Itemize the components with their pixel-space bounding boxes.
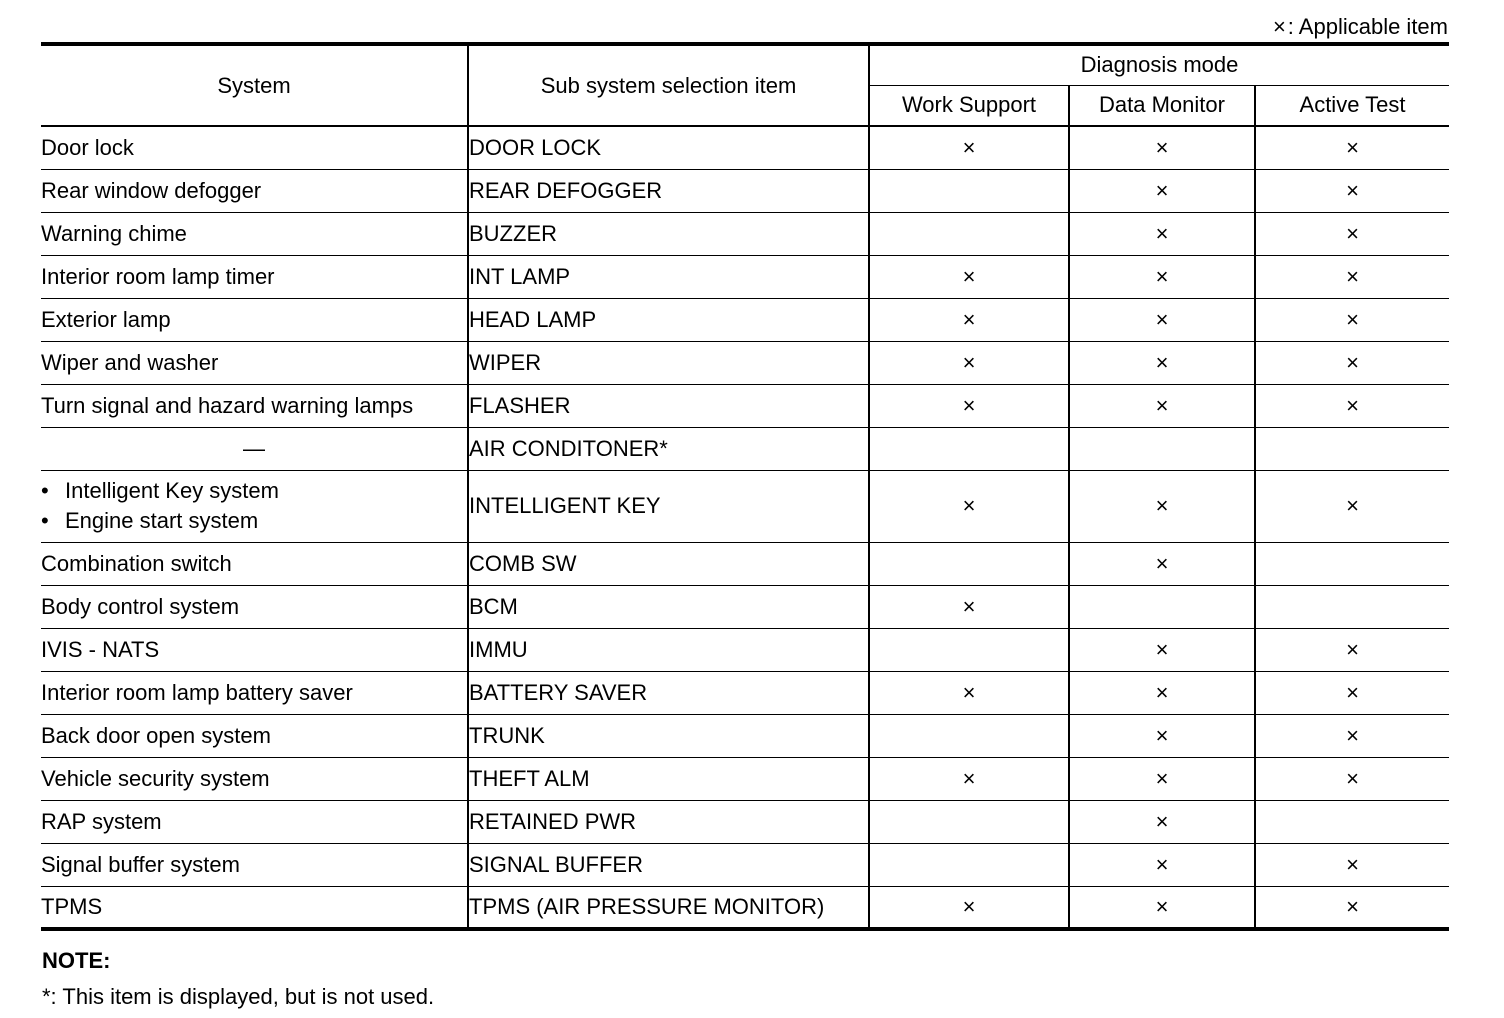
table-row: [41, 843, 1449, 886]
table-row: [41, 714, 1449, 757]
system-cell: Door lock: [41, 126, 468, 169]
active-test-cell: ×: [1255, 384, 1449, 427]
active-test-cell: ×: [1255, 886, 1449, 929]
active-test-cell: ×: [1255, 671, 1449, 714]
active-test-cell: [1255, 542, 1449, 585]
table-row: [41, 341, 1449, 384]
system-cell: [41, 470, 468, 542]
work-support-cell: [869, 843, 1069, 886]
work-support-cell: ×: [869, 585, 1069, 628]
table-row: [41, 671, 1449, 714]
system-bullet-item: [41, 476, 467, 506]
table-row: [41, 255, 1449, 298]
sub-system-cell: FLASHER: [468, 384, 869, 427]
system-cell: Vehicle security system: [41, 757, 468, 800]
diagnosis-mode-table: [41, 42, 1449, 931]
system-cell: Signal buffer system: [41, 843, 468, 886]
system-cell: Back door open system: [41, 714, 468, 757]
system-cell: TPMS: [41, 886, 468, 929]
table-row: [41, 212, 1449, 255]
work-support-cell: [869, 714, 1069, 757]
table-row: [41, 585, 1449, 628]
legend-text: : Applicable item: [1287, 14, 1448, 39]
active-test-cell: ×: [1255, 298, 1449, 341]
table-header: [41, 44, 1449, 126]
sub-system-cell: BUZZER: [468, 212, 869, 255]
system-cell: Body control system: [41, 585, 468, 628]
sub-system-cell: BATTERY SAVER: [468, 671, 869, 714]
active-test-cell: ×: [1255, 212, 1449, 255]
sub-system-cell: HEAD LAMP: [468, 298, 869, 341]
sub-system-cell: TRUNK: [468, 714, 869, 757]
work-support-cell: [869, 800, 1069, 843]
active-test-cell: ×: [1255, 126, 1449, 169]
table-row: [41, 126, 1449, 169]
work-support-cell: [869, 427, 1069, 470]
system-cell: Combination switch: [41, 542, 468, 585]
note-title: NOTE:: [42, 948, 111, 973]
data-monitor-cell: [1069, 585, 1255, 628]
applicable-mark-symbol: ×: [1272, 14, 1286, 39]
system-cell: Interior room lamp battery saver: [41, 671, 468, 714]
table-row: [41, 542, 1449, 585]
active-test-cell: ×: [1255, 843, 1449, 886]
active-test-cell: ×: [1255, 470, 1449, 542]
work-support-cell: ×: [869, 298, 1069, 341]
system-cell: Warning chime: [41, 212, 468, 255]
system-cell: Turn signal and hazard warning lamps: [41, 384, 468, 427]
active-test-cell: [1255, 585, 1449, 628]
system-bullet-text: Intelligent Key system: [65, 478, 279, 503]
system-cell: —: [41, 427, 468, 470]
data-monitor-cell: ×: [1069, 255, 1255, 298]
data-monitor-cell: ×: [1069, 628, 1255, 671]
sub-system-cell: IMMU: [468, 628, 869, 671]
data-monitor-cell: ×: [1069, 714, 1255, 757]
data-monitor-cell: ×: [1069, 126, 1255, 169]
data-monitor-cell: ×: [1069, 384, 1255, 427]
header-active-test: Active Test: [1255, 85, 1449, 126]
active-test-cell: [1255, 427, 1449, 470]
sub-system-cell: THEFT ALM: [468, 757, 869, 800]
header-work-support: Work Support: [869, 85, 1069, 126]
table-body: [41, 126, 1449, 929]
note-text: *: This item is displayed, but is not used.: [42, 984, 435, 1009]
data-monitor-cell: ×: [1069, 212, 1255, 255]
active-test-cell: ×: [1255, 714, 1449, 757]
sub-system-cell: DOOR LOCK: [468, 126, 869, 169]
data-monitor-cell: ×: [1069, 470, 1255, 542]
sub-system-cell: SIGNAL BUFFER: [468, 843, 869, 886]
table-row: [41, 886, 1449, 929]
system-cell: Interior room lamp timer: [41, 255, 468, 298]
bullet-icon: •: [41, 508, 49, 533]
header-system: System: [41, 44, 468, 126]
data-monitor-cell: ×: [1069, 757, 1255, 800]
table-row: [41, 384, 1449, 427]
work-support-cell: [869, 212, 1069, 255]
sub-system-cell: AIR CONDITONER*: [468, 427, 869, 470]
data-monitor-cell: ×: [1069, 542, 1255, 585]
header-diagnosis-mode: Diagnosis mode: [869, 44, 1449, 85]
table-row: [41, 298, 1449, 341]
sub-system-cell: BCM: [468, 585, 869, 628]
sub-system-cell: INT LAMP: [468, 255, 869, 298]
table-row: [41, 800, 1449, 843]
data-monitor-cell: ×: [1069, 169, 1255, 212]
active-test-cell: ×: [1255, 169, 1449, 212]
table-row: [41, 169, 1449, 212]
work-support-cell: ×: [869, 470, 1069, 542]
data-monitor-cell: ×: [1069, 671, 1255, 714]
system-bullet-item: [41, 506, 467, 536]
sub-system-cell: INTELLIGENT KEY: [468, 470, 869, 542]
work-support-cell: ×: [869, 126, 1069, 169]
work-support-cell: ×: [869, 255, 1069, 298]
header-data-monitor: Data Monitor: [1069, 85, 1255, 126]
system-cell: IVIS - NATS: [41, 628, 468, 671]
sub-system-cell: RETAINED PWR: [468, 800, 869, 843]
system-bullet-text: Engine start system: [65, 508, 259, 533]
table-row: [41, 427, 1449, 470]
system-cell: Exterior lamp: [41, 298, 468, 341]
sub-system-cell: TPMS (AIR PRESSURE MONITOR): [468, 886, 869, 929]
data-monitor-cell: ×: [1069, 886, 1255, 929]
work-support-cell: ×: [869, 757, 1069, 800]
work-support-cell: ×: [869, 886, 1069, 929]
system-cell: Rear window defogger: [41, 169, 468, 212]
sub-system-cell: REAR DEFOGGER: [468, 169, 869, 212]
system-cell: Wiper and washer: [41, 341, 468, 384]
work-support-cell: ×: [869, 384, 1069, 427]
active-test-cell: ×: [1255, 757, 1449, 800]
applicable-item-legend: [1273, 14, 1448, 40]
data-monitor-cell: ×: [1069, 800, 1255, 843]
table-row: [41, 628, 1449, 671]
active-test-cell: ×: [1255, 255, 1449, 298]
work-support-cell: ×: [869, 341, 1069, 384]
work-support-cell: ×: [869, 671, 1069, 714]
table-row: [41, 470, 1449, 542]
active-test-cell: ×: [1255, 628, 1449, 671]
data-monitor-cell: [1069, 427, 1255, 470]
footnote: [42, 947, 434, 1011]
sub-system-cell: COMB SW: [468, 542, 869, 585]
data-monitor-cell: ×: [1069, 341, 1255, 384]
table-row: [41, 757, 1449, 800]
work-support-cell: [869, 169, 1069, 212]
active-test-cell: ×: [1255, 341, 1449, 384]
header-sub-system: Sub system selection item: [468, 44, 869, 126]
active-test-cell: [1255, 800, 1449, 843]
sub-system-cell: WIPER: [468, 341, 869, 384]
work-support-cell: [869, 628, 1069, 671]
bullet-icon: •: [41, 478, 49, 503]
work-support-cell: [869, 542, 1069, 585]
data-monitor-cell: ×: [1069, 298, 1255, 341]
system-cell: RAP system: [41, 800, 468, 843]
data-monitor-cell: ×: [1069, 843, 1255, 886]
